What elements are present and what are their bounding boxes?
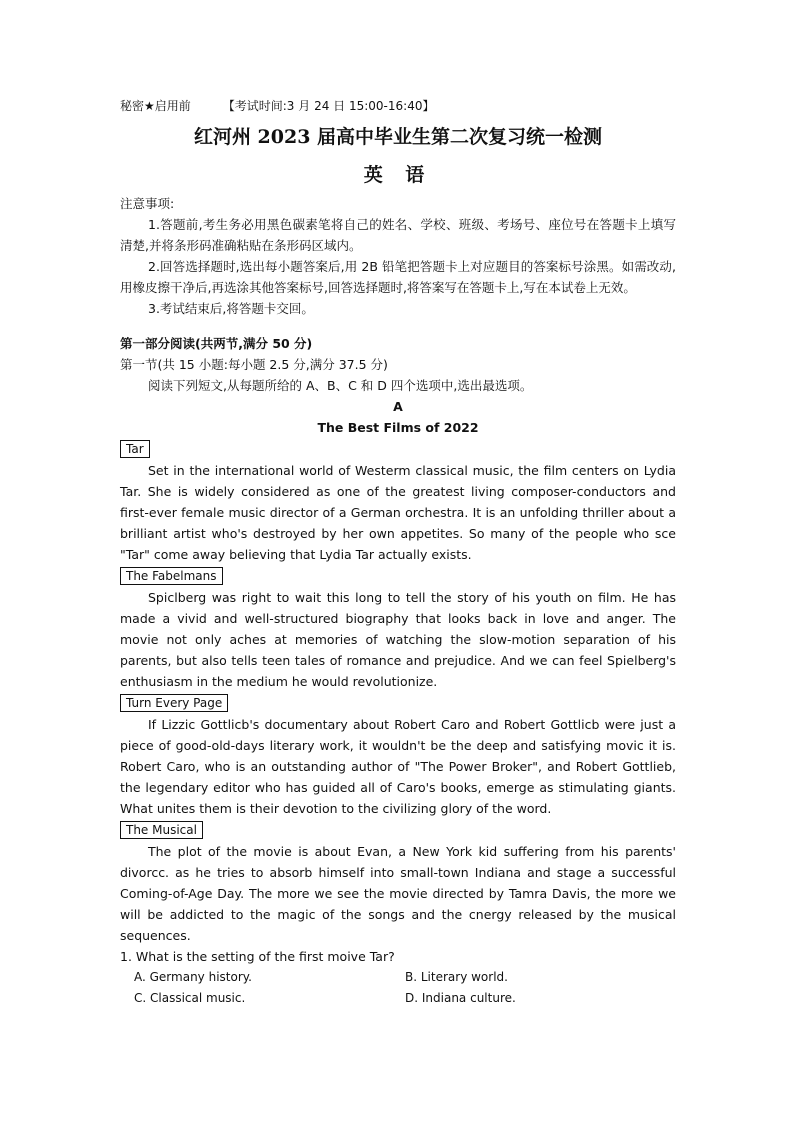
section-info: 第一节(共 15 小题:每小题 2.5 分,满分 37.5 分) xyxy=(120,357,388,372)
exam-title: 红河州 2023 届高中毕业生第二次复习统一检测 xyxy=(193,126,603,148)
confidential-label: 秘密★启用前 xyxy=(120,99,191,113)
passage-title: The Best Films of 2022 xyxy=(317,420,479,435)
exam-time: 【考试时间:3 月 24 日 15:00-16:40】 xyxy=(222,99,435,113)
note-item-2: 2.回答选择题时,选出每小题答案后,用 2B 铅笔把答题卡上对应题目的答案标号涂黑。如需改动,用橡皮擦干净后,再选涂其他答案标号,回答选择题时,将答案写在答题卡上,写在本试卷上无效。 xyxy=(120,259,676,295)
film-text-tar: Set in the international world of Westerm classical music, the film centers on Lydia Tar. She is widely considered as one of the greatest living composer-conductors and first-ever female music director of a German orchestra. It is an unfolding thriller about a brilliant artist who's destroyed by her own appetites. So many of the people who sce "Tar" come away believing that Lydia Tar actually exists. xyxy=(120,463,676,562)
header-meta xyxy=(120,96,676,116)
question-1-stem: 1. What is the setting of the first moive Tar? xyxy=(120,949,395,964)
film-name-tar: Tar xyxy=(120,440,150,458)
option-b: B. Literary world. xyxy=(405,970,508,984)
film-block-turn-every-page xyxy=(120,692,676,819)
note-item-3: 3.考试结束后,将答题卡交回。 xyxy=(148,301,314,316)
film-block-fabelmans xyxy=(120,565,676,692)
passage-label: A xyxy=(393,399,403,414)
note-item-1: 1.答题前,考生务必用黑色碳素笔将自己的姓名、学校、班级、考场号、座位号在答题卡上填写清楚,并将条形码准确粘贴在条形码区域内。 xyxy=(120,217,676,253)
subject-title: 英 语 xyxy=(363,164,433,186)
option-d: D. Indiana culture. xyxy=(405,991,516,1005)
option-a: A. Germany history. xyxy=(134,970,252,984)
option-c: C. Classical music. xyxy=(134,991,246,1005)
film-block-musical xyxy=(120,819,676,946)
instruction: 阅读下列短文,从每题所给的 A、B、C 和 D 四个选项中,选出最选项。 xyxy=(148,378,533,393)
question-1-options xyxy=(120,967,676,1009)
exam-page xyxy=(120,96,676,1009)
film-text-turn-every-page: If Lizzic Gottlicb's documentary about Robert Caro and Robert Gottlicb were just a piece of good-old-days literary work, it wouldn't be the deep and satisfying movic it is. Robert Caro, who is an outstanding author of "The Power Broker", and Robert Gottlieb, the legendary editor who has guided all of Caro's books, emerge as stimulating giants. What unites them is their devotion to the civilizing glory of the word. xyxy=(120,717,676,816)
part1-heading: 第一部分阅读(共两节,满分 50 分) xyxy=(120,336,313,351)
film-name-fabelmans: The Fabelmans xyxy=(120,567,223,585)
notes-label: 注意事项: xyxy=(120,196,175,211)
film-block-tar xyxy=(120,438,676,565)
film-name-turn-every-page: Turn Every Page xyxy=(120,694,228,712)
film-text-musical: The plot of the movie is about Evan, a New York kid suffering from his parents' divorcc. as he tries to absorb himself into small-town Indiana and stage a successful Coming-of-Age Day. The more we see the movie directed by Tamra Davis, the more we will be addicted to the magic of the songs and the cnergy released by the musical sequences. xyxy=(120,844,676,943)
film-name-musical: The Musical xyxy=(120,821,203,839)
film-text-fabelmans: Spiclberg was right to wait this long to tell the story of his youth on film. He has made a vivid and well-structured biography that looks back in love and anger. The movie not only aches at memories of watching the slow-motion separation of his parents, but also tells teen tales of romance and prejudice. And we can feel Spielberg's enthusiasm in the medium he would revolutionize. xyxy=(120,590,676,689)
